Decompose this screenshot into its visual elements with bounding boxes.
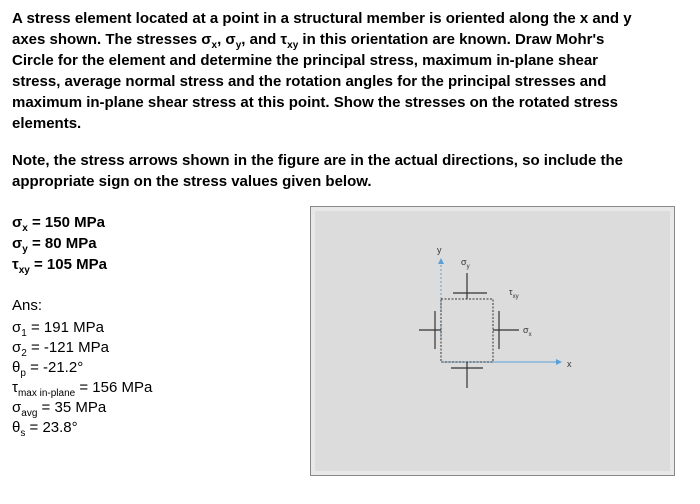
problem-text: in this orientation are known. Draw Mohr's xyxy=(298,31,605,48)
sigma-x-label xyxy=(523,325,532,338)
symbol: θ xyxy=(12,359,21,376)
subscript: avg xyxy=(21,408,38,419)
value: = 156 MPa xyxy=(75,379,153,396)
value: = 35 MPa xyxy=(37,399,107,416)
answer-sigma-2 xyxy=(12,338,152,358)
symbol: θ xyxy=(12,419,21,436)
value: = 191 MPa xyxy=(26,319,104,336)
symbol: σ xyxy=(12,339,22,356)
problem-text: , σ xyxy=(217,31,236,48)
given-tau-xy xyxy=(12,254,107,275)
given-sigma-y xyxy=(12,233,107,254)
stress-element-diagram xyxy=(311,207,676,477)
sigma-y-label xyxy=(461,257,470,270)
value: = 80 MPa xyxy=(27,235,97,252)
note-line-1: Note, the stress arrows shown in the figure are in the actual directions, so include the xyxy=(12,152,623,169)
value: = 105 MPa xyxy=(29,256,107,273)
subscript: 2 xyxy=(21,348,27,359)
y-axis-label: y xyxy=(437,245,442,255)
given-values xyxy=(12,212,107,275)
x-axis-label: x xyxy=(567,359,572,369)
subscript: 1 xyxy=(21,328,27,339)
subscript: y xyxy=(235,40,242,51)
symbol: σ xyxy=(12,319,22,336)
value: = 23.8° xyxy=(25,419,78,436)
subscript: xy xyxy=(512,294,519,300)
problem-text: axes shown. The stresses σ xyxy=(12,31,212,48)
symbol: σ xyxy=(12,399,22,416)
symbol: τ xyxy=(12,256,19,273)
subscript: xy xyxy=(18,265,30,276)
note-line-2: appropriate sign on the stress values given below. xyxy=(12,173,372,190)
subscript: x xyxy=(211,40,218,51)
answers-heading: Ans: xyxy=(12,297,43,314)
answer-tau-max xyxy=(12,378,152,398)
given-sigma-x xyxy=(12,212,107,233)
symbol: τ xyxy=(509,287,513,297)
answer-sigma-1 xyxy=(12,318,152,338)
subscript: x xyxy=(22,223,28,234)
problem-statement xyxy=(12,8,682,134)
problem-line-1: A stress element located at a point in a structural member is oriented along the x and y xyxy=(12,10,632,27)
tau-xy-label xyxy=(509,287,519,300)
problem-line-6: elements. xyxy=(12,115,82,132)
answers xyxy=(12,296,152,438)
subscript: xy xyxy=(287,40,299,51)
answer-sigma-avg xyxy=(12,398,152,418)
problem-line-2 xyxy=(12,29,682,50)
answer-theta-p xyxy=(12,358,152,378)
problem-line-5: maximum in-plane shear stress at this point. Show the stresses on the rotated stress xyxy=(12,94,619,111)
symbol: σ xyxy=(523,325,529,335)
symbol: τ xyxy=(12,379,18,396)
problem-text: , and τ xyxy=(241,31,288,48)
problem-line-4: stress, average normal stress and the rotation angles for the principal stresses and xyxy=(12,73,607,90)
element-square xyxy=(441,299,493,362)
symbol: σ xyxy=(12,235,23,252)
subscript: y xyxy=(466,264,470,270)
symbol: σ xyxy=(12,214,23,231)
answer-theta-s xyxy=(12,418,152,438)
stress-element-figure xyxy=(310,206,675,476)
problem-line-3: Circle for the element and determine the principal stress, maximum in-plane shear xyxy=(12,52,599,69)
note xyxy=(12,150,682,192)
subscript: max in-plane xyxy=(17,388,76,399)
subscript: y xyxy=(22,244,28,255)
subscript: s xyxy=(20,428,26,439)
subscript: p xyxy=(20,368,26,379)
value: = 150 MPa xyxy=(27,214,105,231)
subscript: x xyxy=(528,332,532,338)
value: = -121 MPa xyxy=(26,339,109,356)
symbol: σ xyxy=(461,257,467,267)
value: = -21.2° xyxy=(25,359,84,376)
